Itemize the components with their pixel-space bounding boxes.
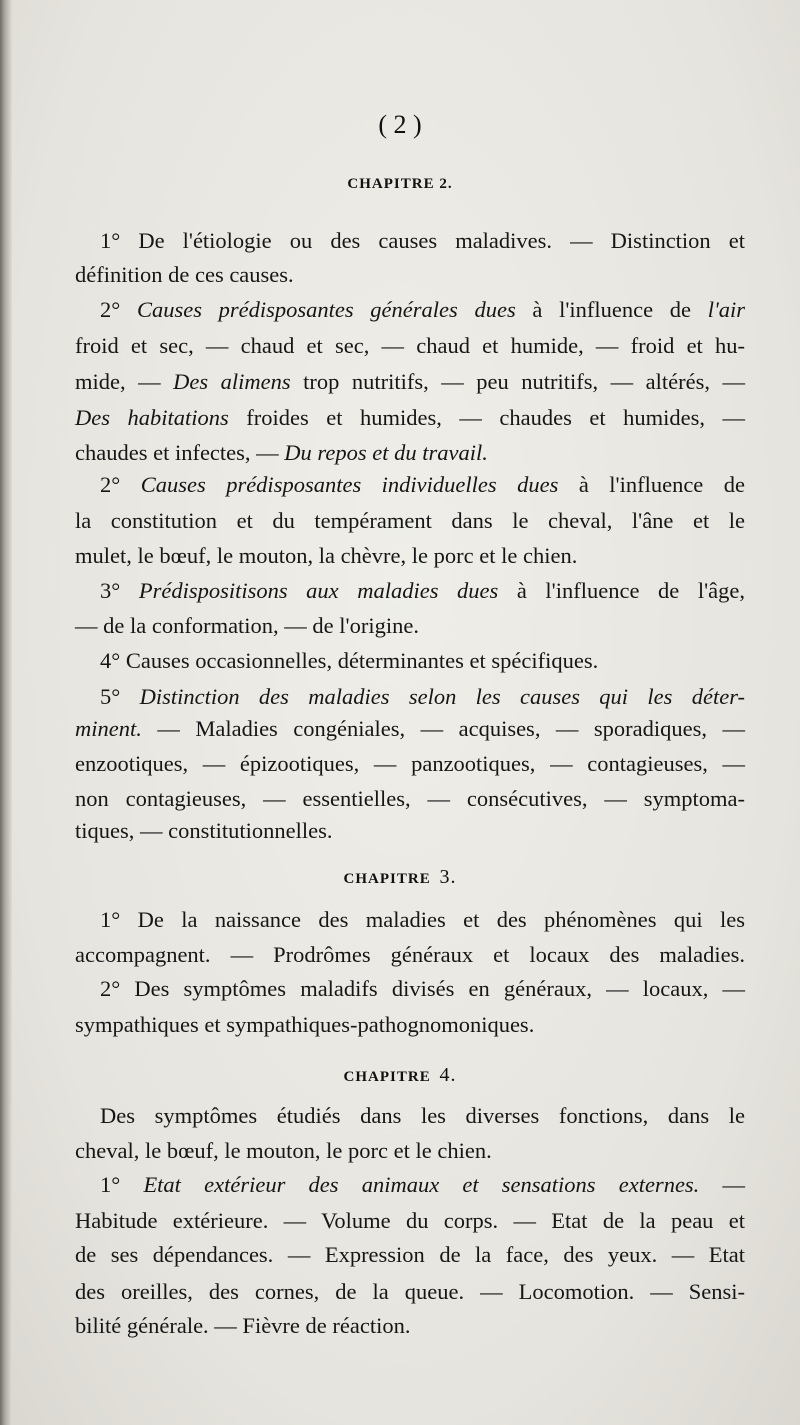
text-line: sympathiques et sympathiques-pathognomoniques. <box>75 1012 535 1037</box>
text-line: — de la conformation, — de l'origine. <box>75 613 419 638</box>
text-line: enzootiques, — épizootiques, — panzootiques, — contagieuses, — <box>75 751 745 776</box>
chapter-label: CHAPITRE <box>343 1069 431 1085</box>
chapter-label: CHAPITRE <box>343 871 431 887</box>
page-number: ( 2 ) <box>378 110 422 139</box>
chapter-number: 4. <box>439 1064 457 1086</box>
chapter-number: 2. <box>439 176 453 192</box>
text-line: 1° De la naissance des maladies et des phénomènes qui les <box>100 907 745 932</box>
text-line: froid et sec, — chaud et sec, — chaud et humide, — froid et hu- <box>75 333 745 358</box>
chapter-label: CHAPITRE <box>347 176 435 192</box>
text-line: non contagieuses, — essentielles, — consécutives, — symptoma- <box>75 786 745 811</box>
text-line: 2° Causes prédisposantes individuelles dues à l'influence de <box>100 472 745 497</box>
text-line: la constitution et du tempérament dans le cheval, l'âne et le <box>75 508 745 533</box>
text-line: chaudes et infectes, — Du repos et du travail. <box>75 440 488 465</box>
text-line: tiques, — constitutionnelles. <box>75 818 333 843</box>
text-line: mide, — Des alimens trop nutritifs, — peu nutritifs, — altérés, — <box>75 369 745 394</box>
text-line: 5° Distinction des maladies selon les causes qui les déter- <box>100 684 745 709</box>
text-line: 4° Causes occasionnelles, déterminantes et spécifiques. <box>100 648 599 673</box>
text-line: 1° Etat extérieur des animaux et sensations externes. — <box>100 1172 745 1197</box>
text-line: 1° De l'étiologie ou des causes maladives. — Distinction et <box>100 228 745 253</box>
chapter-number: 3. <box>439 866 457 888</box>
text-line: Habitude extérieure. — Volume du corps. — Etat de la peau et <box>75 1208 745 1233</box>
text-line: 2° Des symptômes maladifs divisés en généraux, — locaux, — <box>100 976 745 1001</box>
text-line: minent. — Maladies congéniales, — acquises, — sporadiques, — <box>75 716 745 741</box>
text-line: accompagnent. — Prodrômes généraux et locaux des maladies. <box>75 942 745 967</box>
text-line: définition de ces causes. <box>75 262 294 287</box>
text-line: Des habitations froides et humides, — chaudes et humides, — <box>75 405 745 430</box>
chapter-heading-4 <box>0 1064 800 1087</box>
text-line: de ses dépendances. — Expression de la face, des yeux. — Etat <box>75 1242 745 1267</box>
text-line: cheval, le bœuf, le mouton, le porc et le chien. <box>75 1138 492 1163</box>
text-line: 3° Prédispositisons aux maladies dues à l'influence de l'âge, <box>100 578 745 603</box>
chapter-heading-2 <box>0 176 800 193</box>
text-line: bilité générale. — Fièvre de réaction. <box>75 1313 411 1338</box>
text-line: 2° Causes prédisposantes générales dues à l'influence de l'air <box>100 297 746 322</box>
chapter-heading-3 <box>0 866 800 889</box>
text-line: des oreilles, des cornes, de la queue. — Locomotion. — Sensi- <box>75 1279 745 1304</box>
text-line: Des symptômes étudiés dans les diverses fonctions, dans le <box>100 1103 745 1128</box>
page-binding-edge <box>0 0 12 1425</box>
text-line: mulet, le bœuf, le mouton, la chèvre, le porc et le chien. <box>75 543 578 568</box>
